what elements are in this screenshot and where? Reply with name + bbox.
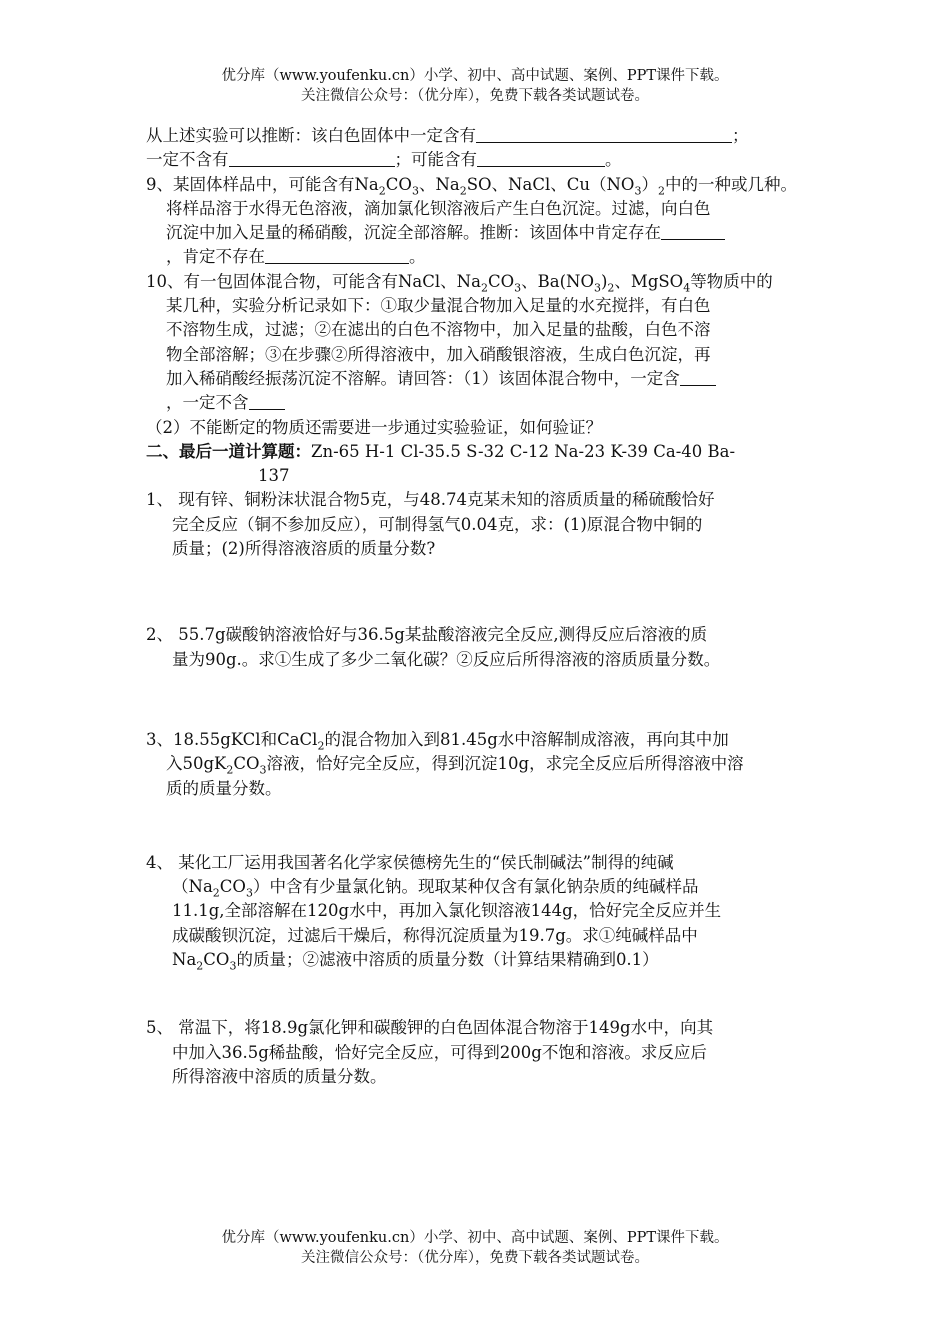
answer-blank <box>476 125 732 143</box>
document-body <box>146 124 814 1089</box>
q10-line-6: ，一定不含 <box>146 391 814 415</box>
p3-line-2: 入$50gK_2CO_3$溶液，恰好完全反应，得到沉淀10g，求完全反应后所得溶液中溶 <box>166 754 744 777</box>
p2-line-1: 2、 55.7g碳酸钠溶液恰好与36.5g某盐酸溶液完全反应,测得反应后溶液的质 <box>146 625 708 645</box>
q10-line-7: （2）不能断定的物质还需要进一步通过实验验证，如何验证？ <box>146 417 602 437</box>
p2-line-2: 量为90g.。求①生成了多少二氧化碳？②反应后所得溶液的溶质质量分数。 <box>172 649 721 669</box>
p4-line-2: $(Na_2CO_3)$中含有少量氯化钠。现取某种仅含有氯化钠杂质的纯碱样品 <box>172 877 699 900</box>
footer-line-1: 优分库（www.youfenku.cn）小学、初中、高中试题、案例、PPT课件下载。 <box>221 1230 729 1246</box>
answer-blank <box>229 149 395 167</box>
p4-line-1: 4、 某化工厂运用我国著名化学家侯德榜先生的“侯氏制碱法”制得的纯碱 <box>146 852 674 872</box>
p4-line-5: $Na_2CO_3$的质量；②滤液中溶质的质量分数（计算结果精确到0.1） <box>172 950 659 973</box>
q9-line-1: 9、某固体样品中，可能含有$Na_2CO_3$、$Na_2SO$、NaCl、$Cu(NO_3)_2$中的一种或几种。 <box>146 174 797 197</box>
atomic-masses-continued: 137 <box>258 466 290 486</box>
section-2-heading <box>146 440 814 464</box>
p4-line-3: 11.1g,全部溶解在120g水中，再加入氯化钡溶液144g，恰好完全反应并生 <box>172 901 722 921</box>
q9-line-4: ，肯定不存在 。 <box>166 247 426 267</box>
problem-4 <box>146 851 814 972</box>
page-footer <box>0 1228 950 1268</box>
page-header <box>0 66 950 106</box>
q9-line-3: 沉淀中加入足量的稀硝酸，沉淀全部溶解。推断：该固体中肯定存在 <box>146 221 814 245</box>
p3-line-1: 3、18.55gKCl和CaCl$_2$的混合物加入到81.45g水中溶解制成溶液，再向其中加 <box>146 729 729 753</box>
header-line-2: 关注微信公众号：（优分库），免费下载各类试题试卷。 <box>301 88 649 104</box>
answer-blank <box>249 392 285 410</box>
problem-3 <box>146 728 814 801</box>
q10-line-4: 物全部溶解；③在步骤②所得溶液中，加入硝酸银溶液，生成白色沉淀，再 <box>166 344 711 364</box>
answer-blank <box>265 246 409 264</box>
p5-line-2: 中加入36.5g稀盐酸，恰好完全反应，可得到200g不饱和溶液。求反应后 <box>172 1042 707 1062</box>
q9-line-2: 将样品溶于水得无色溶液，滴加氯化钡溶液后产生白色沉淀。过滤，向白色 <box>166 198 711 218</box>
p1-line-1: 1、 现有锌、铜粉沫状混合物5克，与48.74克某未知的溶质质量的稀硫酸恰好 <box>146 490 715 510</box>
problem-2 <box>146 623 814 672</box>
answer-blank <box>661 222 725 240</box>
answer-blank <box>680 368 716 386</box>
q10-line-1: 10、有一包固体混合物，可能含有NaCl、$Na_2CO_3$、$Ba(NO_3)_2$、MgSO$_4$等物质中的 <box>146 271 773 295</box>
intro-line-2: 一定不含有 ；可能含有 。 <box>146 150 622 170</box>
atomic-masses: Zn-65 H-1 Cl-35.5 S-32 C-12 Na-23 K-39 Ca-40 Ba- <box>311 441 736 461</box>
intro-line-1: 从上述实验可以推断：该白色固体中一定含有 ； <box>146 126 749 145</box>
q10-line-2: 某几种，实验分析记录如下：①取少量混合物加入足量的水充搅拌，有白色 <box>166 296 711 316</box>
problem-5 <box>146 1016 814 1089</box>
section-2-title: 二、最后一道计算题： <box>146 441 311 461</box>
p4-line-4: 成碳酸钡沉淀，过滤后干燥后，称得沉淀质量为19.7g。求①纯碱样品中 <box>172 925 698 945</box>
answer-blank <box>477 149 605 167</box>
p3-line-3: 质的质量分数。 <box>166 778 282 798</box>
p5-line-3: 所得溶液中溶质的质量分数。 <box>172 1066 387 1086</box>
question-10 <box>146 270 814 440</box>
p1-line-2: 完全反应（铜不参加反应），可制得氢气0.04克，求：(1)原混合物中铜的 <box>172 514 703 534</box>
question-9 <box>146 173 814 270</box>
problem-1 <box>146 488 814 561</box>
p5-line-1: 5、 常温下，将18.9g氯化钾和碳酸钾的白色固体混合物溶于149g水中，向其 <box>146 1018 714 1038</box>
footer-line-2: 关注微信公众号：（优分库），免费下载各类试题试卷。 <box>301 1250 649 1266</box>
p1-line-3: 质量；(2)所得溶液溶质的质量分数? <box>172 539 436 559</box>
q10-line-3: 不溶物生成，过滤；②在滤出的白色不溶物中，加入足量的盐酸，白色不溶 <box>166 320 711 340</box>
header-line-1: 优分库（www.youfenku.cn）小学、初中、高中试题、案例、PPT课件下载。 <box>221 68 729 84</box>
q10-line-5: 加入稀硝酸经振荡沉淀不溶解。请回答：（1）该固体混合物中，一定含 <box>146 367 814 391</box>
